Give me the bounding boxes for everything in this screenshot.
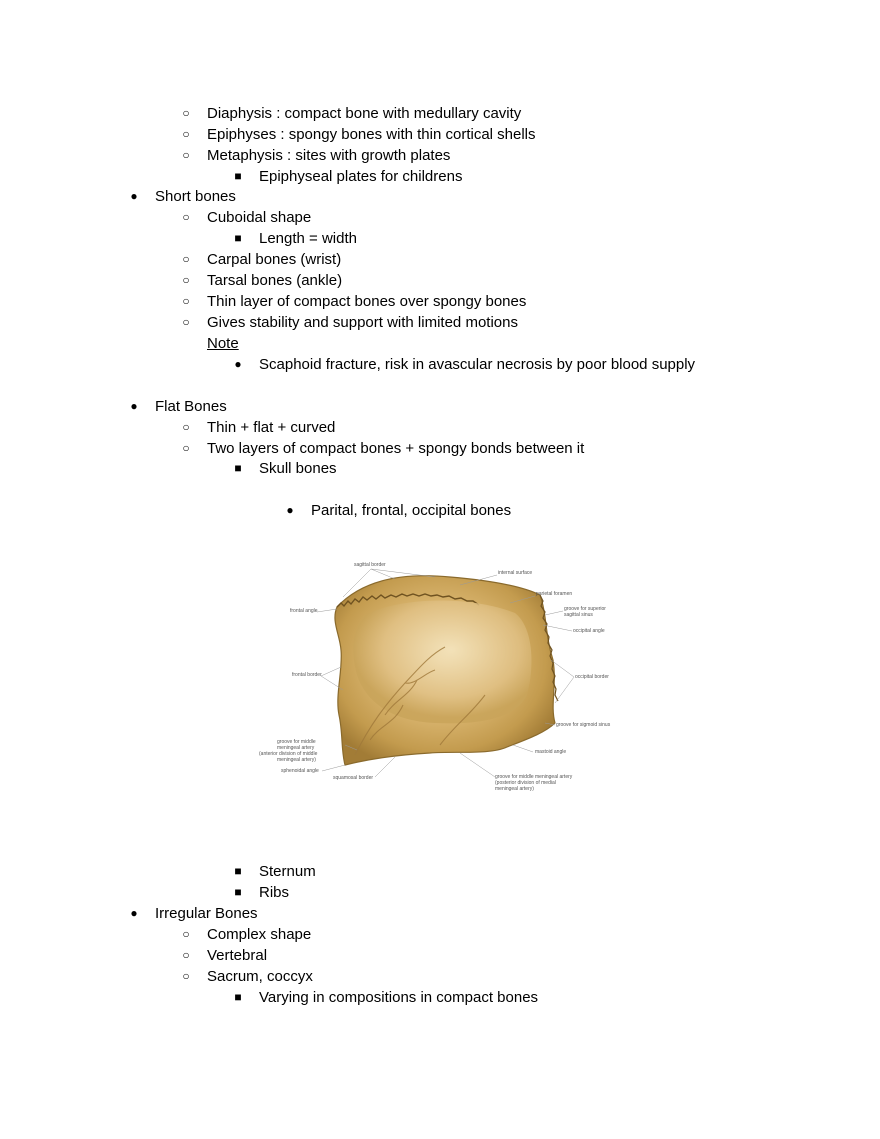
list-item: Complex shape: [207, 926, 312, 943]
parietal-bone-figure: [245, 555, 620, 800]
label-sagittal-border: sagittal border: [354, 562, 386, 568]
list-marker: ■: [234, 885, 242, 899]
list-item: Sternum: [259, 863, 316, 880]
list-marker: ●: [130, 189, 138, 203]
list-item: Varying in compositions in compact bones: [259, 989, 539, 1006]
list-marker: ●: [130, 906, 138, 920]
list-item: Scaphoid fracture, risk in avascular necrosis by poor blood supply: [259, 356, 696, 373]
label-groove-mma-post-2: (posterior division of medial: [495, 780, 556, 786]
list-marker: ●: [130, 399, 138, 413]
list-item: Vertebral: [207, 947, 268, 964]
list-item: Gives stability and support with limited motions: [207, 314, 518, 331]
list-item: Metaphysis : sites with growth plates: [207, 147, 451, 164]
list-item: Irregular Bones: [155, 905, 258, 922]
list-item: Length = width: [259, 230, 357, 247]
list-item: Thin layer of compact bones over spongy bones: [207, 293, 527, 310]
list-marker: ■: [234, 461, 242, 475]
label-mastoid-angle: mastoid angle: [535, 749, 567, 755]
label-sphenoidal-angle: sphenoidal angle: [281, 768, 319, 774]
list-item: Cuboidal shape: [207, 209, 312, 226]
label-groove-mma-ant-3: (anterior division of middle: [259, 751, 318, 757]
label-parietal-foramen: parietal foramen: [536, 591, 573, 597]
list-item: Epiphyses : spongy bones with thin cortical shells: [207, 126, 536, 143]
list-item: Carpal bones (wrist): [207, 251, 342, 268]
label-occipital-angle: occipital angle: [573, 628, 605, 634]
list-item: Parital, frontal, occipital bones: [311, 502, 512, 519]
label-groove-superior-1: groove for superior: [564, 606, 606, 612]
list-marker: ●: [234, 357, 242, 371]
list-item: Flat Bones: [155, 398, 227, 415]
list-marker: ○: [182, 273, 190, 287]
list-marker: ○: [182, 294, 190, 308]
list-marker: ■: [234, 864, 242, 878]
list-marker: ■: [234, 231, 242, 245]
label-groove-mma-post-1: groove for middle meningeal artery: [495, 774, 573, 780]
list-marker: ○: [182, 315, 190, 329]
list-marker: ○: [182, 127, 190, 141]
label-frontal-border: frontal border: [292, 672, 322, 678]
list-item: Thin + flat + curved: [207, 419, 336, 436]
label-squamosal-border: squamosal border: [333, 775, 374, 781]
note-heading: Note: [207, 335, 239, 352]
list-marker: ■: [234, 169, 242, 183]
list-item: Skull bones: [259, 460, 337, 477]
label-groove-mma-ant-2: meningeal artery: [277, 745, 315, 751]
list-marker: ○: [182, 148, 190, 162]
list-item: Tarsal bones (ankle): [207, 272, 343, 289]
list-marker: ■: [234, 990, 242, 1004]
list-item: Ribs: [259, 884, 290, 901]
list-marker: ○: [182, 252, 190, 266]
list-item: Two layers of compact bones + spongy bonds between it: [207, 440, 585, 457]
label-internal-surface: internal surface: [498, 570, 533, 576]
list-marker: ○: [182, 948, 190, 962]
list-marker: ○: [182, 969, 190, 983]
label-groove-mma-post-3: meningeal artery): [495, 786, 534, 792]
label-groove-mma-ant-4: meningeal artery): [277, 757, 316, 763]
label-frontal-angle: frontal angle: [290, 608, 318, 614]
label-occipital-border: occipital border: [575, 674, 609, 680]
list-marker: ●: [286, 503, 294, 517]
list-marker: ○: [182, 106, 190, 120]
list-marker: ○: [182, 441, 190, 455]
list-item: Epiphyseal plates for childrens: [259, 168, 463, 185]
list-item: Diaphysis : compact bone with medullary cavity: [207, 105, 522, 122]
list-marker: ○: [182, 420, 190, 434]
list-item: Sacrum, coccyx: [207, 968, 313, 985]
label-groove-sigmoid: groove for sigmoid sinus: [556, 722, 611, 728]
list-marker: ○: [182, 210, 190, 224]
bone-internal-surface: [353, 601, 531, 724]
list-marker: ○: [182, 927, 190, 941]
list-item: Short bones: [155, 188, 236, 205]
label-groove-superior-2: sagittal sinus: [564, 612, 593, 618]
label-groove-mma-ant-1: groove for middle: [277, 739, 316, 745]
